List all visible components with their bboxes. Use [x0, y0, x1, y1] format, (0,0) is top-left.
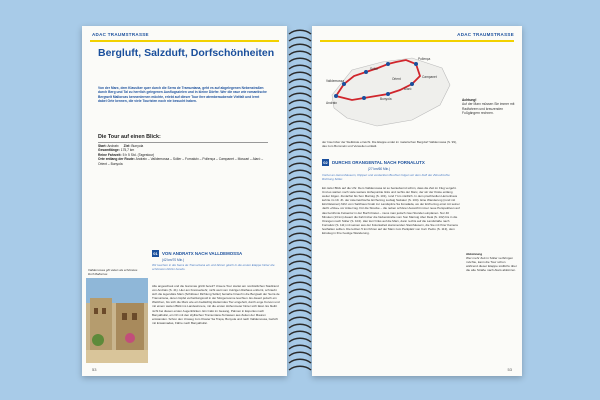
spiral-coil [289, 268, 311, 272]
spiral-coil [289, 366, 311, 370]
spiral-coil [289, 324, 311, 328]
spiral-coil [289, 205, 311, 209]
spiral-coil [289, 142, 311, 146]
map-label: Bunyola [380, 97, 392, 101]
section-number-badge: 01 [153, 251, 158, 256]
header-rule [90, 40, 279, 42]
section-description: Vorbei an Herrenhäusern, Klippen und verdeckten Buchten folgen wir dem Duft der Zitrusfrüchte Richtung Sóller. [322, 173, 450, 181]
spiral-coil [289, 310, 311, 314]
map-label: Valldemossa [326, 79, 345, 83]
spiral-coil [289, 44, 311, 48]
photo-caption: Valldemossa gilt vielen als schönstes Dorf Mallorcas [88, 268, 138, 276]
spiral-coil [289, 296, 311, 300]
spiral-coil [289, 156, 311, 160]
spiral-coil [289, 184, 311, 188]
spiral-coil [289, 289, 311, 293]
spiral-coil [289, 338, 311, 342]
spiral-coil [289, 107, 311, 111]
running-head: ADAC TRAUMSTRASSE [457, 32, 514, 37]
spiral-coil [289, 226, 311, 230]
section-subtitle: (42 km/70 Min.) [162, 258, 185, 262]
spiral-coil [289, 254, 311, 258]
map-label: Alaró [404, 87, 412, 91]
spiral-coil [289, 261, 311, 265]
spiral-coil [289, 212, 311, 216]
spiral-coil [289, 331, 311, 335]
spiral-coil [289, 128, 311, 132]
spiral-coil [289, 37, 311, 41]
map-caption: Achtung! Auf der Marx müssen Sie immer mit Radfahrern und kreuzenden Fußgängern rechnen. [462, 98, 515, 115]
section-number-badge: 02 [323, 160, 328, 165]
spiral-coil [289, 240, 311, 244]
spiral-coil [289, 233, 311, 237]
spiral-coil [289, 219, 311, 223]
spiral-coil [289, 303, 311, 307]
overview-item: Reine Fahrzeit: 5 h 5 Std. (Tagestour) [98, 152, 155, 157]
spiral-coil [289, 247, 311, 251]
spiral-coil [289, 275, 311, 279]
section-title: DURCHS ORANGENTAL NACH FORNALUTX [332, 160, 425, 165]
overview-item: Start: Andratx Ziel: Bunyola [98, 144, 144, 148]
spiral-coil [289, 170, 311, 174]
page-title: Bergluft, Salzduft, Dorfschönheiten [98, 47, 275, 59]
map-label: Sóller [370, 67, 379, 71]
spiral-coil [289, 163, 311, 167]
running-head: ADAC TRAUMSTRASSE [92, 32, 149, 37]
spiral-coil [289, 198, 311, 202]
spiral-coil [289, 86, 311, 90]
body-text: Alle angeschaut und die Gammas grüßt bereit? Unsere Tour startet am nordöstlichen Stadtrand von Andratx (S. 41). Hier am Kreisverkehr, nicht weit vom trutzigen Rathaus entfernt, schraubt sich die legendäre Marx (Schlösser Richtung Sóller) beinahe hinauf in die Bergwelt der Serra de Tramuntana, deren Gipfel verheißungsvoll in der Morgensonne leuchten. Es dauert jedoch ein Weilchen, bis sich die Marx wie ein bedächtig kletterndes Tier eingeholt, durch enge Kurven und mit einem weiten Blick ins Landesinnere, mit die ersten Höhenmeter hinter sich lässt. Es bleibt nicht bei diesen ersten Augenblicken. Ein Café im Gesang, Palmen in Esporles nach Banyalbufar, ein Ort mit den idyllischen Tramuntana-Terrassen aus Zeiten der Mauren entstanden. Schon den Umweg zum Kloster Sa Trapa, Bunyola und nach Valldemossa, Gehöft mit Ensaimadas, Fähre nach Banyalbufar. [152, 284, 280, 325]
page-number: 53 [507, 367, 512, 372]
spiral-coil [289, 30, 311, 34]
right-page [312, 26, 522, 376]
route-map [322, 50, 457, 134]
spiral-coil [289, 352, 311, 356]
spiral-coil [289, 65, 311, 69]
left-page [82, 26, 287, 376]
spiral-coil [289, 79, 311, 83]
section-description: Wir tauchen in die Serra de Tramuntana ein und fahren gleich in die ersten Etappe hinter die schönsten Dörfer bereits. [152, 263, 275, 271]
map-label: Campanet [422, 75, 437, 79]
spiral-coil [289, 58, 311, 62]
map-label: Andratx [326, 101, 337, 105]
overview-rule [98, 142, 268, 143]
overview-title: Die Tour auf einen Blick: [98, 134, 161, 140]
spiral-coil [289, 191, 311, 195]
page-number: 53 [92, 367, 97, 372]
overview-list [98, 144, 268, 166]
overview-item: Gesamtlänge: 175,7 km [98, 148, 135, 153]
body-text: Ein tiefer Blick auf die Uhr. Dem Valldemossa ist so bezaubernd schön, dass die Zeit im Flug vergeht. Und es warten noch viele weitere Höhepunkte links und rechts der Marx, der wir der Küste entlang weiter folgen. Zunächst bis Son Marroig (S. 101), rund 7 km nördlich. In dem prachtvollen Herrenhaus kehrte im 19. Jh. der österreichische Erzherzog Ludwig Salvator (S. 104). Eine Wanderung (rund mit Einrittsteinen) führt vom Salzhaus hinab zur Landspitze Sa Foradada, wo der Erzherzog einst mit seiner Jacht «Nixe» vor Anker lag. Für die Strecke – die neben schöner Aussicht immer neue Perspektiven auf das berühmte Felsentor in der Bucht bietet – muss man jedoch zwei Stunden einplanen. Nur 40 Minuten (13 km) dauert die Fahrt über die Nebenstraße vom Son Marroig über Deià (S. 102) bis in die Orangen nach Sóller (S. 104). Hier kurz links auf die Marx, dann rechts auf die Landstraße nach Fornalutx (S. 111) mit seinen aus der Kolonialzeit stammenden Steinhäusern, die Sie mit Ihrer Kamera festhalten sollten. Die letzten 5 km führen auf der Marx zum Parkplatz von Ca'n Pedro (S. 113), dem Einstieg in Ihre heutige Wanderung. [322, 186, 460, 236]
spiral-coil [289, 282, 311, 286]
map-label: Pollença [418, 57, 431, 61]
spiral-binding [287, 26, 313, 376]
spiral-coil [289, 121, 311, 125]
village-photo [86, 278, 148, 363]
spiral-coil [289, 135, 311, 139]
spiral-coil [289, 149, 311, 153]
spiral-coil [289, 51, 311, 55]
overview-item: Orte entlang der Route: Andratx – Valldemossa – Sóller – Fornalutx – Pollença – Campanet – Moscari – Alaró – Orient – Bunyola [98, 157, 264, 166]
spiral-coil [289, 100, 311, 104]
section-subtitle: (27 km/60 Min.) [368, 167, 391, 171]
spiral-coil [289, 359, 311, 363]
side-note: Abkürzung Wer mehr Zeit in Sóller verbringen möchte, kann die Tour schon während dieser Etappe südlichs über die alte Straße nach Alaró abkürzen. [466, 252, 517, 273]
spiral-coil [289, 72, 311, 76]
spiral-coil [289, 177, 311, 181]
spiral-coil [289, 93, 311, 97]
top-text: der Insel über der Steilküste erreicht. Die Etappe endet im malerischen Bergdorf Valldemossa (S. 99), das zum Bummeln und Verweilen einlädt. [322, 140, 457, 149]
section-title: VON ANDRATX NACH VALLDEMOSSA [162, 251, 243, 256]
spiral-coil [289, 114, 311, 118]
spiral-coil [289, 317, 311, 321]
header-rule [320, 40, 514, 42]
spiral-coil [289, 345, 311, 349]
map-label: Orient [392, 77, 401, 81]
intro-text: Von der Marx, dem Klassiker quer durch die Serra de Tramuntana, geht es auf abgelegenen Nebenstraßen durch Berg und Tal zu herrlich gelegenen Ausflugszielen und in kleine Dörfer. Wer die raue wie romantische Bergwelt Mallorcas kennenlernen möchte, erlebt auf dieser Tour ihre atemberaubende Vielfalt und lernt dabei Orte kennen, die viele Touristen noch nie besucht haben. [98, 86, 267, 103]
